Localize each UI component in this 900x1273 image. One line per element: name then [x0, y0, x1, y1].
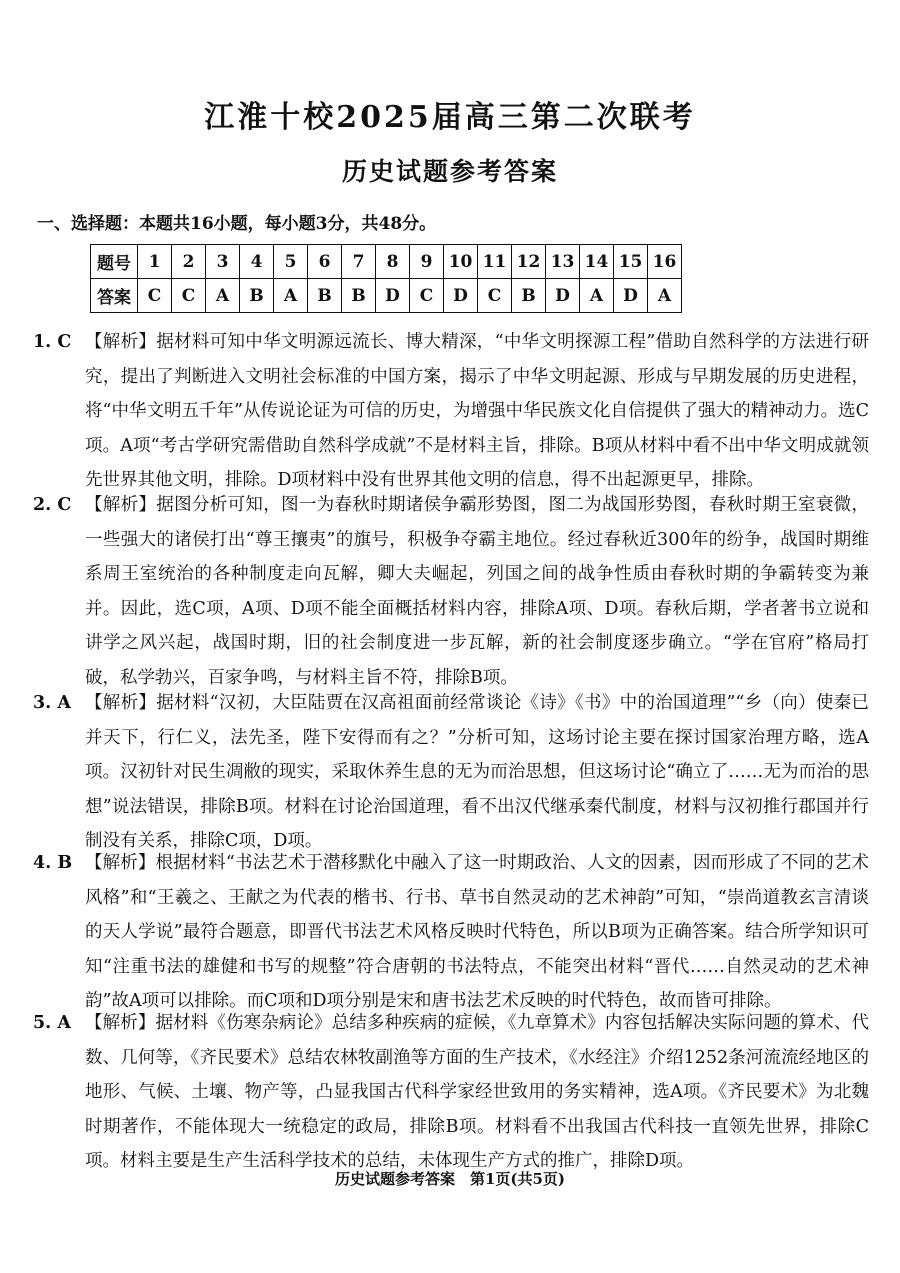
question-number-cell: 3	[206, 245, 240, 279]
question-number-cell: 5	[274, 245, 308, 279]
question-number-cell: 7	[342, 245, 376, 279]
question-explanation-5	[33, 1006, 869, 1179]
answer-cell: D	[444, 279, 478, 313]
explanation-text: 【解析】据材料“汉初，大臣陆贾在汉高祖面前经常谈论《诗》《书》中的治国道理”“乡（向）使秦已并天下，行仁义，法先圣，陛下安得而有之？”分析可知，这场讨论主要在探讨国家治理方略，选A项。汉初针对民生凋敝的现实，采取休养生息的无为而治思想，但这场讨论“确立了……无为而治的思想”说法错误，排除B项。材料在讨论治国道理，看不出汉代继承秦代制度，材料与汉初推行郡国并行制没有关系，排除C项，D项。	[85, 693, 869, 851]
question-number-cell: 4	[240, 245, 274, 279]
question-number-cell: 11	[478, 245, 512, 279]
question-number-cell: 13	[546, 245, 580, 279]
answer-cell: C	[172, 279, 206, 313]
table-header-question: 题号	[91, 245, 138, 279]
question-number: 5. A	[33, 1013, 71, 1033]
answer-table	[90, 244, 682, 313]
question-number: 3. A	[33, 693, 71, 713]
section-heading: 一、选择题：本题共16小题，每小题3分，共48分。	[37, 214, 437, 234]
question-number-cell: 10	[444, 245, 478, 279]
explanation-text: 【解析】据材料《伤寒杂病论》总结多种疾病的症候，《九章算术》内容包括解决实际问题的算术、代数、几何等，《齐民要术》总结农林牧副渔等方面的生产技术，《水经注》介绍1252条河流流经地区的地形、气候、土壤、物产等，凸显我国古代科学家经世致用的务实精神，选A项。《齐民要术》为北魏时期著作，不能体现大一统稳定的政局，排除B项。材料看不出我国古代科技一直领先世界，排除C项。材料主要是生产生活科学技术的总结，未体现生产方式的推广，排除D项。	[85, 1013, 869, 1171]
question-number: 2. C	[33, 495, 72, 515]
answer-cell: A	[648, 279, 682, 313]
answer-cell: D	[546, 279, 580, 313]
question-explanation-3	[33, 686, 869, 859]
question-number-cell: 16	[648, 245, 682, 279]
question-number-cell: 15	[614, 245, 648, 279]
question-number-cell: 12	[512, 245, 546, 279]
answer-cell: B	[240, 279, 274, 313]
explanation-text: 【解析】据材料可知中华文明源远流长、博大精深，“中华文明探源工程”借助自然科学的方法进行研究，提出了判断进入文明社会标准的中国方案，揭示了中华文明起源、形成与早期发展的历史进程，将“中华文明五千年”从传说论证为可信的历史，为增强中华民族文化自信提供了强大的精神动力。选C项。A项“考古学研究需借助自然科学成就”不是材料主旨，排除。B项从材料中看不出中华文明成就领先世界其他文明，排除。D项材料中没有世界其他文明的信息，得不出起源更早，排除。	[85, 332, 869, 490]
answer-cell: C	[478, 279, 512, 313]
table-header-answer: 答案	[91, 279, 138, 313]
answer-table-number-row	[91, 245, 682, 279]
question-number-cell: 8	[376, 245, 410, 279]
question-number-cell: 2	[172, 245, 206, 279]
answer-cell: B	[342, 279, 376, 313]
exam-title: 江淮十校2025届高三第二次联考	[204, 100, 696, 135]
question-explanation-1	[33, 325, 869, 498]
answer-cell: A	[580, 279, 614, 313]
question-number-cell: 14	[580, 245, 614, 279]
question-number-cell: 6	[308, 245, 342, 279]
question-explanation-2	[33, 488, 869, 695]
exam-subtitle: 历史试题参考答案	[341, 157, 558, 186]
answer-cell: C	[410, 279, 444, 313]
answer-cell: B	[308, 279, 342, 313]
answer-cell: D	[614, 279, 648, 313]
page-footer: 历史试题参考答案 第1页(共5页)	[334, 1170, 566, 1188]
answer-table-answer-row	[91, 279, 682, 313]
answer-cell: C	[138, 279, 172, 313]
answer-cell: A	[206, 279, 240, 313]
explanation-text: 【解析】据图分析可知，图一为春秋时期诸侯争霸形势图，图二为战国形势图，春秋时期王室衰微，一些强大的诸侯打出“尊王攘夷”的旗号，积极争夺霸主地位。经过春秋近300年的纷争，战国时期维系周王室统治的各种制度走向瓦解，卿大夫崛起，列国之间的战争性质由春秋时期的争霸转变为兼并。因此，选C项，A项、D项不能全面概括材料内容，排除A项、D项。春秋后期，学者著书立说和讲学之风兴起，战国时期，旧的社会制度进一步瓦解，新的社会制度逐步确立。“学在官府”格局打破，私学勃兴，百家争鸣，与材料主旨不符，排除B项。	[85, 495, 869, 688]
answer-cell: D	[376, 279, 410, 313]
question-number-cell: 9	[410, 245, 444, 279]
answer-cell: B	[512, 279, 546, 313]
question-number: 1. C	[33, 332, 72, 352]
question-number: 4. B	[33, 853, 73, 873]
explanation-text: 【解析】根据材料“书法艺术于潜移默化中融入了这一时期政治、人文的因素，因而形成了不同的艺术风格”和“王羲之、王献之为代表的楷书、行书、草书自然灵动的艺术神韵”可知，“崇尚道教玄言清谈的天人学说”最符合题意，即晋代书法艺术风格反映时代特色，所以B项为正确答案。结合所学知识可知“注重书法的雄健和书写的规整”符合唐朝的书法特点，不能突出材料“晋代……自然灵动的艺术神韵”故A项可以排除。而C项和D项分别是宋和唐书法艺术反映的时代特色，故而皆可排除。	[85, 853, 869, 1011]
question-number-cell: 1	[138, 245, 172, 279]
answer-cell: A	[274, 279, 308, 313]
question-explanation-4	[33, 846, 869, 1019]
